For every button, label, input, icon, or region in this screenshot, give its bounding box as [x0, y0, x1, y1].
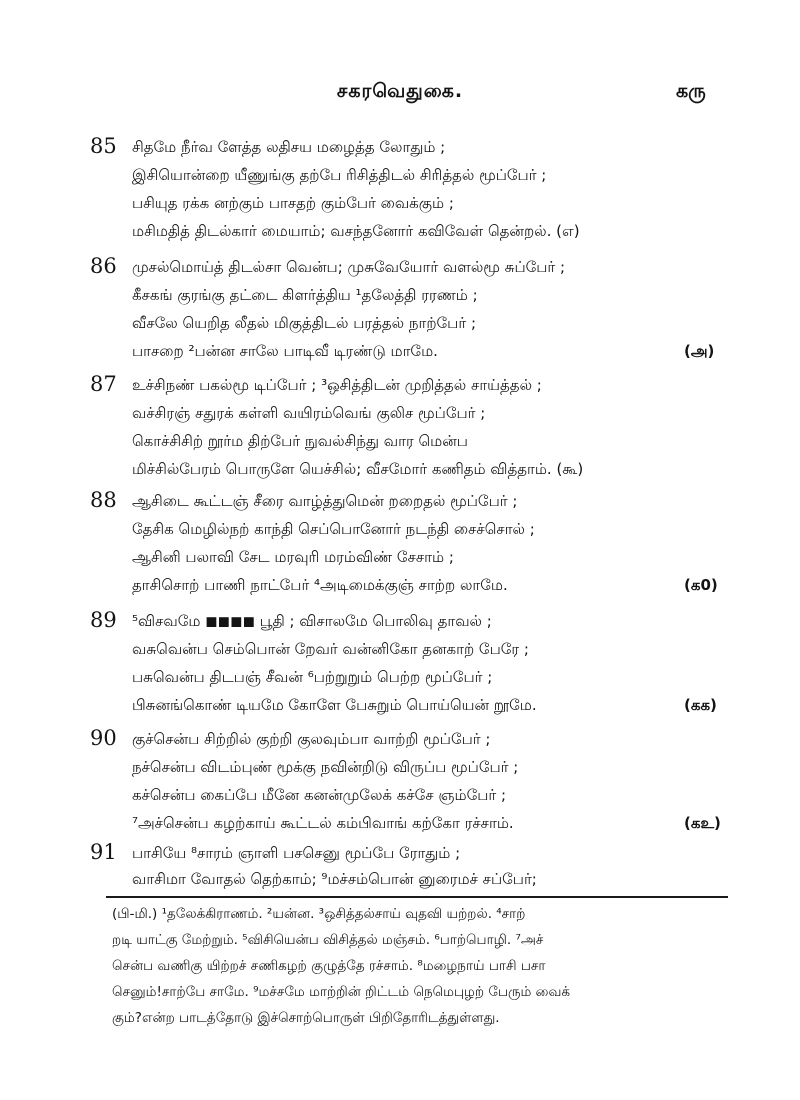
page-number: கரு: [676, 80, 706, 102]
verse-number: 88: [90, 488, 117, 512]
verse-line: சிதமே நீர்வ ளேத்த லதிசய மழைத்த லோதும் ;: [132, 138, 446, 156]
verse-number: 91: [90, 840, 117, 864]
verse-line: முசல்மொய்த் திடல்சா வென்ப; முசுவேயோர் வளல்மூ சுப்பேர் ;: [132, 258, 566, 276]
verse-marker: (கஉ): [684, 814, 721, 832]
footnote-divider: [106, 896, 728, 898]
verse-line: மிச்சில்பேரம் பொருளே யெச்சில்; வீசமோர் கணிதம் வித்தாம். (கூ): [132, 460, 584, 478]
verse-line: ஆசினி பலாவி சேட மரவுரி மரம்விண் சேசாம் ;: [132, 548, 454, 566]
verse-marker: (கக): [684, 696, 717, 714]
verse-line: தேசிக மெழில்நற் காந்தி செப்பொனோர் நடந்தி சைச்சொல் ;: [132, 520, 535, 538]
verse-line: பசியுத ரக்க னற்கும் பாசதற் கும்பேர் வைக்கும் ;: [132, 194, 454, 212]
verse-line: வசுவென்ப செம்பொன் றேவர் வன்னிகோ தனகாற் பேரே ;: [132, 640, 529, 658]
footnote-line: றடி யாட்கு மேற்றும். ⁵விசியென்ப விசித்தல் மஞ்சம். ⁶பாற்பொழி. ⁷அச்: [112, 932, 544, 948]
verse-line: பிசுனங்கொண் டியமே கோளே பேசுறும் பொய்யென் றூமே.: [132, 696, 537, 714]
verse-line: பசுவென்ப திடபஞ் சீவன் ⁶பற்றுறும் பெற்ற மூப்பேர் ;: [132, 668, 493, 686]
verse-line: வச்சிரஞ் சதுரக் கள்ளி வயிரம்வெங் குலிச மூப்பேர் ;: [132, 404, 486, 422]
verse-number: 86: [90, 254, 117, 278]
verse-line: பாசறை ²பன்ன சாலே பாடிவீ டிரண்டு மாமே.: [132, 342, 438, 360]
footnote-line: சென்ப வணிகு யிற்றச் சணிகழற் குழுத்தே ரச்சாம். ⁸மழைநாய் பாசி பசா: [112, 958, 546, 974]
footnote-line: கும்?என்ற பாடத்தோடு இச்சொற்பொருள் பிறிதோரிடத்துள்ளது.: [112, 1010, 500, 1026]
verse-line: நச்சென்ப விடம்புண் மூக்கு நவின்றிடு விருப்ப மூப்பேர் ;: [132, 758, 519, 776]
verse-line: ⁵விசவமே ◼◼◼◼ பூதி ; விசாலமே பொலிவு தாவல் ;: [132, 612, 492, 630]
verse-line: கொச்சிசிற் றூர்ம திற்பேர் நுவல்சிந்து வார மென்ப: [132, 432, 468, 450]
verse-line: வீசலே யெறித லீதல் மிகுத்திடல் பரத்தல் நாற்பேர் ;: [132, 314, 477, 332]
verse-marker: (அ): [684, 342, 715, 360]
verse-line: கச்சென்ப கைப்பே மீனே கனன்முலேக் கச்சே ஞம்பேர் ;: [132, 786, 507, 804]
verse-line: பாசியே ⁸சாரம் ஞாளி பசசெனு மூப்பே ரோதும் ;: [132, 844, 461, 862]
verse-line: ஆசிடை கூட்டஞ் சீரை வாழ்த்துமென் றறைதல் மூப்பேர் ;: [132, 492, 518, 510]
verse-line: இசியொன்றை யீணுங்கு தற்பே ரிசித்திடல் சிரித்தல் மூப்பேர் ;: [132, 166, 547, 184]
verse-number: 87: [90, 372, 117, 396]
verse-line: உச்சிநண் பகல்மூ டிப்பேர் ; ³ஒசித்திடன் முறித்தல் சாய்த்தல் ;: [132, 376, 542, 394]
verse-line: மசிமதித் திடல்கார் மையாம்; வசந்தனோர் கவிவேள் தென்றல். (எ): [132, 222, 580, 240]
verse-line: ⁷அச்சென்ப கழற்காய் கூட்டல் கம்பிவாங் கற்கோ ரச்சாம்.: [132, 814, 514, 832]
footnote-line: செனும்!சாற்பே சாமே. ⁹மச்சமே மாற்றின் றிட்டம் நெமெபுழற் பேரும் வைக்: [112, 984, 570, 1000]
footnote-line: (பி-மி.) ¹தலேக்கிராணம். ²யன்ன. ³ஒசித்தல்சாய் வுதவி யற்றல். ⁴சாற்: [112, 906, 526, 922]
verse-marker: (க0): [684, 576, 718, 594]
verse-line: கீசகங் குரங்கு தட்டை கிளர்த்திய ¹தலேத்தி ரரணம் ;: [132, 286, 478, 304]
verse-line: தாசிசொற் பாணி நாட்பேர் ⁴அடிமைக்குஞ் சாற்ற லாமே.: [132, 576, 508, 594]
verse-number: 90: [90, 726, 117, 750]
verse-number: 89: [90, 608, 117, 632]
verse-number: 85: [90, 134, 117, 158]
verse-line: குச்சென்ப சிற்றில் குற்றி குலவும்பா வாற்றி மூப்பேர் ;: [132, 730, 491, 748]
verse-line: வாசிமா வோதல் தெற்காம்; ⁹மச்சம்பொன் னுரைமச் சப்பேர்;: [132, 870, 537, 888]
page-title: சகரவெதுகை.: [336, 80, 464, 102]
